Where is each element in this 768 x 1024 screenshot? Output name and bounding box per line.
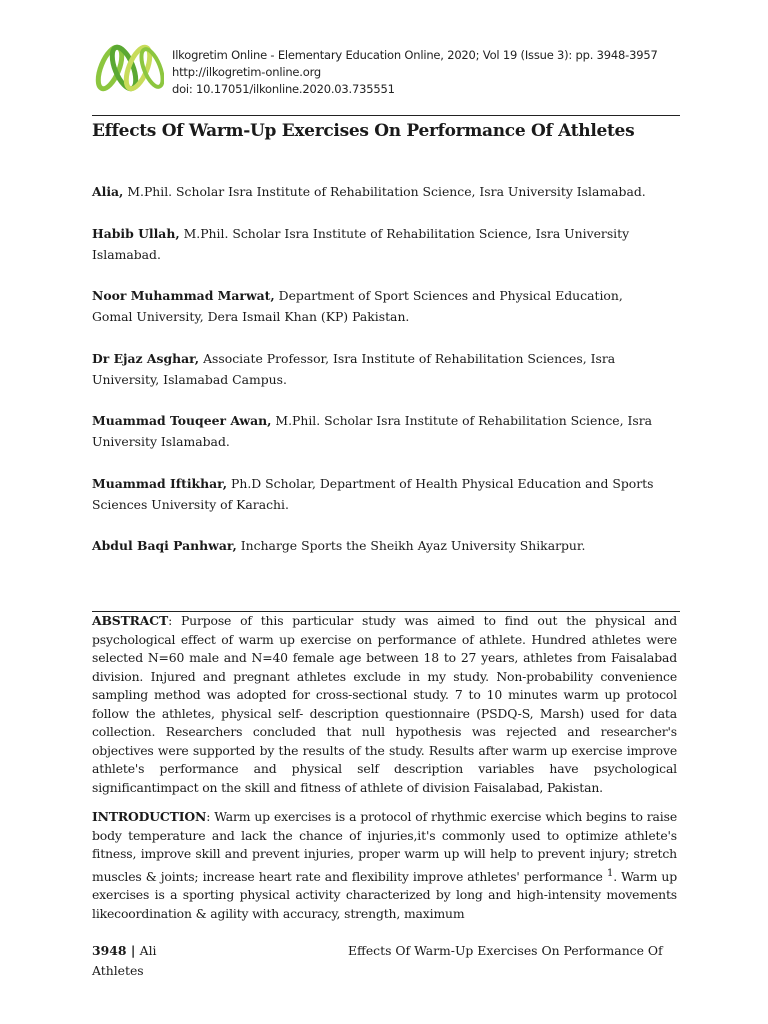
author-name: Noor Muhammad Marwat, bbox=[92, 288, 275, 303]
author-name: Alia, bbox=[92, 184, 124, 199]
author-name: Dr Ejaz Asghar, bbox=[92, 350, 200, 366]
running-title-continued: Athletes bbox=[92, 963, 144, 978]
paper-title: Effects Of Warm-Up Exercises On Performance Of Athletes bbox=[92, 121, 635, 141]
abstract-label: ABSTRACT bbox=[92, 613, 169, 628]
author-affiliation: Associate Professor, Isra Institute of Rehabilitation Sciences, Isra University, Islamabad Campus. bbox=[92, 350, 616, 387]
introduction-text-continued: . Warm up exercises is a sporting physical activity characterized by long and high-intensity movements likecoordination & agility with accuracy, strength, maximum bbox=[92, 868, 677, 921]
footer-separator: | bbox=[126, 943, 140, 958]
author-name: Muammad Touqeer Awan, bbox=[92, 413, 272, 428]
journal-info bbox=[172, 47, 658, 98]
footer-author: Ali bbox=[139, 943, 157, 958]
author-entry bbox=[92, 535, 667, 556]
author-affiliation: Ph.D Scholar, Department of Health Physical Education and Sports Sciences University of Karachi. bbox=[92, 475, 654, 512]
author-entry bbox=[92, 410, 667, 452]
introduction-label: INTRODUCTION bbox=[92, 809, 207, 824]
journal-citation: Ilkogretim Online - Elementary Education Online, 2020; Vol 19 (Issue 3): pp. 3948-3957 bbox=[172, 48, 658, 62]
author-affiliation: M.Phil. Scholar Isra Institute of Rehabilitation Science, Isra University Islamabad. bbox=[92, 225, 630, 262]
page-number: 3948 bbox=[92, 943, 127, 958]
author-name: Muammad Iftikhar, bbox=[92, 475, 228, 491]
running-title: Effects Of Warm-Up Exercises On Performance Of bbox=[348, 943, 663, 958]
author-list bbox=[92, 181, 667, 577]
author-entry bbox=[92, 285, 667, 327]
abstract-text: : Purpose of this particular study was aimed to find out the physical and psychological effect of warm up exercise on performance of athlete. Hundred athletes were selected N=60 male and N=40 female age between 18 to 27 years, athletes from Faisalabad division. Injured and pregnant athletes exclude in my study. Non-probability convenience sampling method was adopted for cross-sectional study. 7 to 10 minutes warm up protocol follow the athletes, physical self- description questionnaire (PSDQ-S, Marsh) used for data collection. Researchers concluded that null hypothesis was rejected and researcher's objectives were supported by the results of the study. Results after warm up exercise improve athlete's performance and physical self description variables have psychological significantimpact on the skill and fitness of athlete of division Faisalabad, Pakistan. bbox=[92, 613, 677, 795]
journal-doi: doi: 10.17051/ilkonline.2020.03.735551 bbox=[172, 82, 395, 96]
introduction-paragraph bbox=[92, 808, 677, 923]
author-affiliation: M.Phil. Scholar Isra Institute of Rehabilitation Science, Isra University Islamabad. bbox=[123, 184, 646, 199]
author-entry bbox=[92, 223, 667, 265]
author-affiliation: M.Phil. Scholar Isra Institute of Rehabilitation Science, Isra University Islamabad. bbox=[92, 413, 653, 449]
author-entry bbox=[92, 181, 667, 202]
header-divider bbox=[92, 115, 680, 116]
page-footer-left bbox=[92, 941, 157, 981]
abstract-paragraph bbox=[92, 612, 677, 797]
author-entry bbox=[92, 473, 667, 515]
author-name: Habib Ullah, bbox=[92, 225, 180, 241]
citation-reference[interactable]: 1 bbox=[606, 866, 614, 879]
author-affiliation: Incharge Sports the Sheikh Ayaz University Shikarpur. bbox=[236, 538, 586, 553]
author-name: Abdul Baqi Panhwar, bbox=[92, 538, 237, 553]
author-entry bbox=[92, 348, 667, 390]
author-affiliation: Department of Sport Sciences and Physical Education, Gomal University, Dera Ismail Khan (KP) Pakistan. bbox=[92, 288, 623, 324]
journal-logo-icon bbox=[92, 40, 164, 96]
journal-header bbox=[92, 40, 680, 116]
introduction-text: : Warm up exercises is a protocol of rhythmic exercise which begins to raise body temperature and lack the chance of injuries,it's commonly used to optimize athlete's fitness, improve skill and prevent injuries, proper warm up will help to prevent injury; stretch muscles & joints; increase heart rate and flexibility improve athletes' performance bbox=[92, 809, 677, 884]
journal-url[interactable]: http://ilkogretim-online.org bbox=[172, 65, 322, 79]
